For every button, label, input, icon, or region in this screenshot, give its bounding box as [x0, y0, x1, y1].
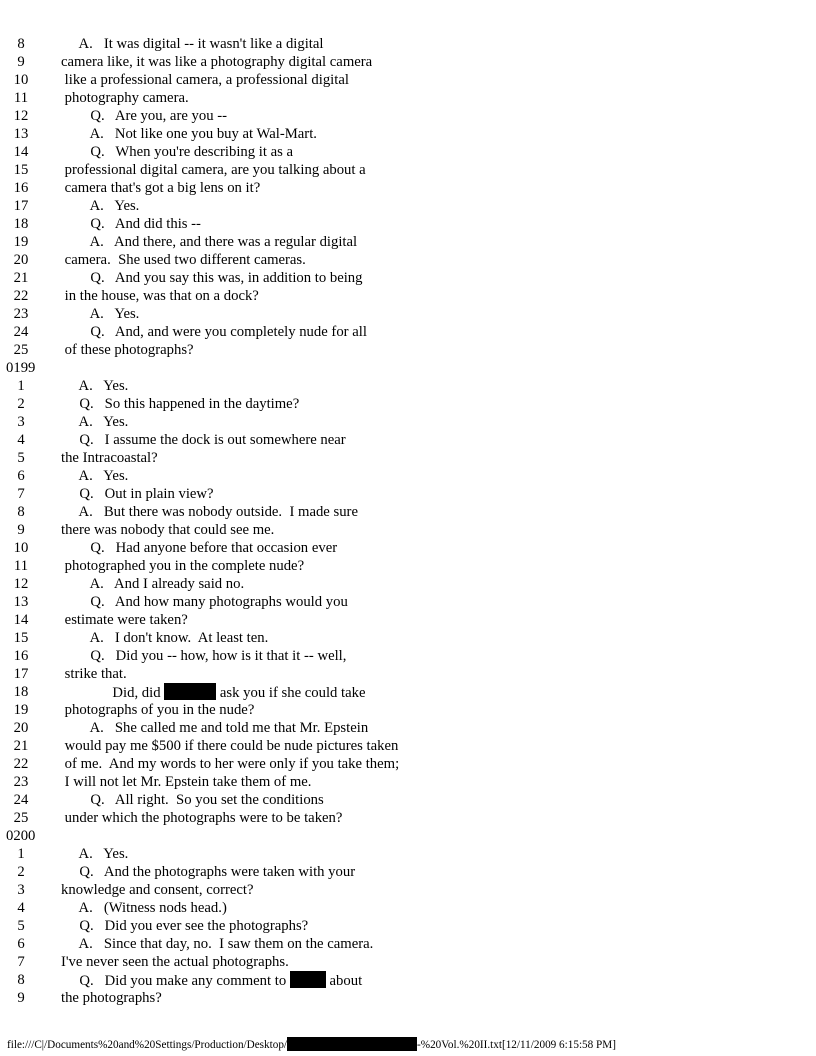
- line-number: 25: [13, 810, 29, 826]
- line-number: 9: [17, 522, 25, 538]
- line-text: Q. Out in plain view?: [61, 486, 214, 502]
- line-number: 5: [17, 450, 25, 466]
- transcript-line: [0, 647, 816, 665]
- transcript-line: [0, 89, 816, 107]
- line-number: 6: [17, 468, 25, 484]
- transcript-line: [0, 485, 816, 503]
- line-number: 20: [13, 720, 29, 736]
- line-number: 22: [13, 288, 29, 304]
- transcript-line: [0, 593, 816, 611]
- transcript-line: [0, 395, 816, 413]
- line-number: 21: [13, 738, 29, 754]
- line-number: 24: [13, 792, 29, 808]
- line-number: 12: [13, 108, 29, 124]
- transcript-line: [0, 197, 816, 215]
- line-number: 8: [17, 36, 25, 52]
- transcript-line: [0, 377, 816, 395]
- line-number: 9: [17, 990, 25, 1006]
- line-number: 4: [17, 432, 25, 448]
- line-text: Q. Did you -- how, how is it that it -- well,: [61, 648, 347, 664]
- line-number: 11: [13, 90, 29, 106]
- footer-path-suffix: -%20Vol.%20II.txt[12/11/2009 6:15:58 PM]: [417, 1039, 616, 1051]
- transcript-line: [0, 737, 816, 755]
- line-text: A. Yes.: [61, 198, 140, 214]
- line-text: Q. Had anyone before that occasion ever: [61, 540, 338, 556]
- line-text: A. Since that day, no. I saw them on the camera.: [61, 936, 374, 952]
- line-text: photographed you in the complete nude?: [61, 558, 305, 574]
- transcript-line: [0, 953, 816, 971]
- line-number: 18: [13, 216, 29, 232]
- transcript-line: [0, 521, 816, 539]
- line-number: 2: [17, 396, 25, 412]
- line-text: [61, 971, 362, 990]
- line-number: 13: [13, 594, 29, 610]
- line-text: the photographs?: [61, 990, 162, 1006]
- line-number: 10: [13, 540, 29, 556]
- transcript-line: [0, 215, 816, 233]
- line-text: A. But there was nobody outside. I made sure: [61, 504, 358, 520]
- transcript-line: [0, 557, 816, 575]
- line-text: Q. All right. So you set the conditions: [61, 792, 324, 808]
- transcript-line: [0, 665, 816, 683]
- line-number: 18: [13, 684, 29, 700]
- line-number: 5: [17, 918, 25, 934]
- line-text: camera like, it was like a photography digital camera: [61, 54, 373, 70]
- line-number: 10: [13, 72, 29, 88]
- line-number: 13: [13, 126, 29, 142]
- transcript-line: [0, 413, 816, 431]
- transcript-line: [0, 35, 816, 53]
- transcript-line: [0, 449, 816, 467]
- line-text: photography camera.: [61, 90, 189, 106]
- line-number: 4: [17, 900, 25, 916]
- line-number: 14: [13, 144, 29, 160]
- transcript-line: [0, 161, 816, 179]
- transcript-line: [0, 935, 816, 953]
- transcript-line: [0, 323, 816, 341]
- line-number: 24: [13, 324, 29, 340]
- transcript-line: [0, 107, 816, 125]
- line-text: of me. And my words to her were only if you take them;: [61, 756, 400, 772]
- transcript-line: [0, 287, 816, 305]
- line-number: 19: [13, 702, 29, 718]
- line-text: Q. And did this --: [61, 216, 201, 232]
- line-number: 1: [17, 378, 25, 394]
- transcript-line: [0, 701, 816, 719]
- line-number: 17: [13, 198, 29, 214]
- line-text: Q. So this happened in the daytime?: [61, 396, 300, 412]
- line-text: A. Yes.: [61, 378, 129, 394]
- line-text: there was nobody that could see me.: [61, 522, 275, 538]
- transcript-line: [0, 863, 816, 881]
- line-number: 2: [17, 864, 25, 880]
- line-number: 20: [13, 252, 29, 268]
- transcript-line: [0, 791, 816, 809]
- page-number-line: [0, 827, 816, 845]
- line-text: A. Yes.: [61, 846, 129, 862]
- line-text-segment: ask you if she could take: [216, 685, 366, 701]
- line-text: under which the photographs were to be taken?: [61, 810, 343, 826]
- page-number: 0200: [6, 828, 36, 844]
- transcript-line: [0, 899, 816, 917]
- line-number: 7: [17, 486, 25, 502]
- footer-path-prefix: file:///C|/Documents%20and%20Settings/Production/Desktop/: [7, 1039, 288, 1051]
- line-text: Q. And the photographs were taken with your: [61, 864, 356, 880]
- line-text-segment: Did, did: [61, 685, 165, 701]
- transcript-line: [0, 629, 816, 647]
- line-number: 17: [13, 666, 29, 682]
- transcript-line: [0, 917, 816, 935]
- line-text: I will not let Mr. Epstein take them of me.: [61, 774, 312, 790]
- line-text: A. (Witness nods head.): [61, 900, 227, 916]
- line-number: 8: [17, 504, 25, 520]
- transcript-line: [0, 341, 816, 359]
- transcript-line: [0, 539, 816, 557]
- line-text: [61, 683, 366, 702]
- redaction-box: [290, 971, 326, 988]
- file-path-footer: [7, 1037, 816, 1052]
- transcript-line: [0, 809, 816, 827]
- line-text: Q. And, and were you completely nude for all: [61, 324, 367, 340]
- line-text: Q. And how many photographs would you: [61, 594, 348, 610]
- transcript-body: [0, 35, 816, 1007]
- line-text: A. Yes.: [61, 306, 140, 322]
- line-number: 23: [13, 774, 29, 790]
- transcript-line: [0, 251, 816, 269]
- line-text: Q. Are you, are you --: [61, 108, 228, 124]
- line-text: A. Yes.: [61, 468, 129, 484]
- transcript-line: [0, 233, 816, 251]
- line-text: strike that.: [61, 666, 127, 682]
- line-text: A. Not like one you buy at Wal-Mart.: [61, 126, 317, 142]
- transcript-line: [0, 125, 816, 143]
- line-number: 25: [13, 342, 29, 358]
- line-number: 11: [13, 558, 29, 574]
- line-number: 8: [17, 972, 25, 988]
- transcript-line: [0, 719, 816, 737]
- line-text: A. Yes.: [61, 414, 129, 430]
- line-text: professional digital camera, are you talking about a: [61, 162, 366, 178]
- transcript-line: [0, 467, 816, 485]
- line-text: camera that's got a big lens on it?: [61, 180, 261, 196]
- line-number: 16: [13, 648, 29, 664]
- line-number: 16: [13, 180, 29, 196]
- transcript-line: [0, 305, 816, 323]
- line-text: would pay me $500 if there could be nude pictures taken: [61, 738, 399, 754]
- line-text: in the house, was that on a dock?: [61, 288, 259, 304]
- line-text: like a professional camera, a professional digital: [61, 72, 349, 88]
- line-text: A. I don't know. At least ten.: [61, 630, 269, 646]
- line-text: knowledge and consent, correct?: [61, 882, 254, 898]
- transcript-line: [0, 431, 816, 449]
- line-text: photographs of you in the nude?: [61, 702, 255, 718]
- line-number: 15: [13, 162, 29, 178]
- line-text: A. It was digital -- it wasn't like a digital: [61, 36, 324, 52]
- line-number: 21: [13, 270, 29, 286]
- line-number: 15: [13, 630, 29, 646]
- line-number: 7: [17, 954, 25, 970]
- footer-redaction-box: [287, 1037, 417, 1051]
- transcript-line: [0, 845, 816, 863]
- page-number-line: [0, 359, 816, 377]
- transcript-line: [0, 143, 816, 161]
- line-number: 14: [13, 612, 29, 628]
- line-text: Q. When you're describing it as a: [61, 144, 294, 160]
- line-number: 3: [17, 882, 25, 898]
- line-number: 1: [17, 846, 25, 862]
- transcript-line: [0, 773, 816, 791]
- line-text: Q. And you say this was, in addition to being: [61, 270, 363, 286]
- line-text: Q. I assume the dock is out somewhere near: [61, 432, 346, 448]
- line-text: camera. She used two different cameras.: [61, 252, 306, 268]
- line-text: A. And there, and there was a regular digital: [61, 234, 358, 250]
- line-number: 19: [13, 234, 29, 250]
- line-number: 12: [13, 576, 29, 592]
- line-text-segment: about: [325, 973, 363, 989]
- line-text: A. And I already said no.: [61, 576, 245, 592]
- transcript-line: [0, 881, 816, 899]
- line-number: 6: [17, 936, 25, 952]
- transcript-line: [0, 179, 816, 197]
- transcript-line: [0, 53, 816, 71]
- line-text: of these photographs?: [61, 342, 194, 358]
- redaction-box: [164, 683, 216, 700]
- transcript-line: [0, 71, 816, 89]
- line-number: 9: [17, 54, 25, 70]
- transcript-line: [0, 755, 816, 773]
- line-text-segment: Q. Did you make any comment to: [61, 973, 290, 989]
- line-text: I've never seen the actual photographs.: [61, 954, 289, 970]
- line-text: the Intracoastal?: [61, 450, 158, 466]
- transcript-line: [0, 971, 816, 989]
- line-text: A. She called me and told me that Mr. Epstein: [61, 720, 369, 736]
- line-number: 23: [13, 306, 29, 322]
- line-number: 3: [17, 414, 25, 430]
- transcript-line: [0, 575, 816, 593]
- transcript-line: [0, 989, 816, 1007]
- transcript-line: [0, 683, 816, 701]
- transcript-line: [0, 269, 816, 287]
- line-number: 22: [13, 756, 29, 772]
- line-text: estimate were taken?: [61, 612, 188, 628]
- page-number: 0199: [6, 360, 36, 376]
- transcript-line: [0, 611, 816, 629]
- line-text: Q. Did you ever see the photographs?: [61, 918, 309, 934]
- transcript-line: [0, 503, 816, 521]
